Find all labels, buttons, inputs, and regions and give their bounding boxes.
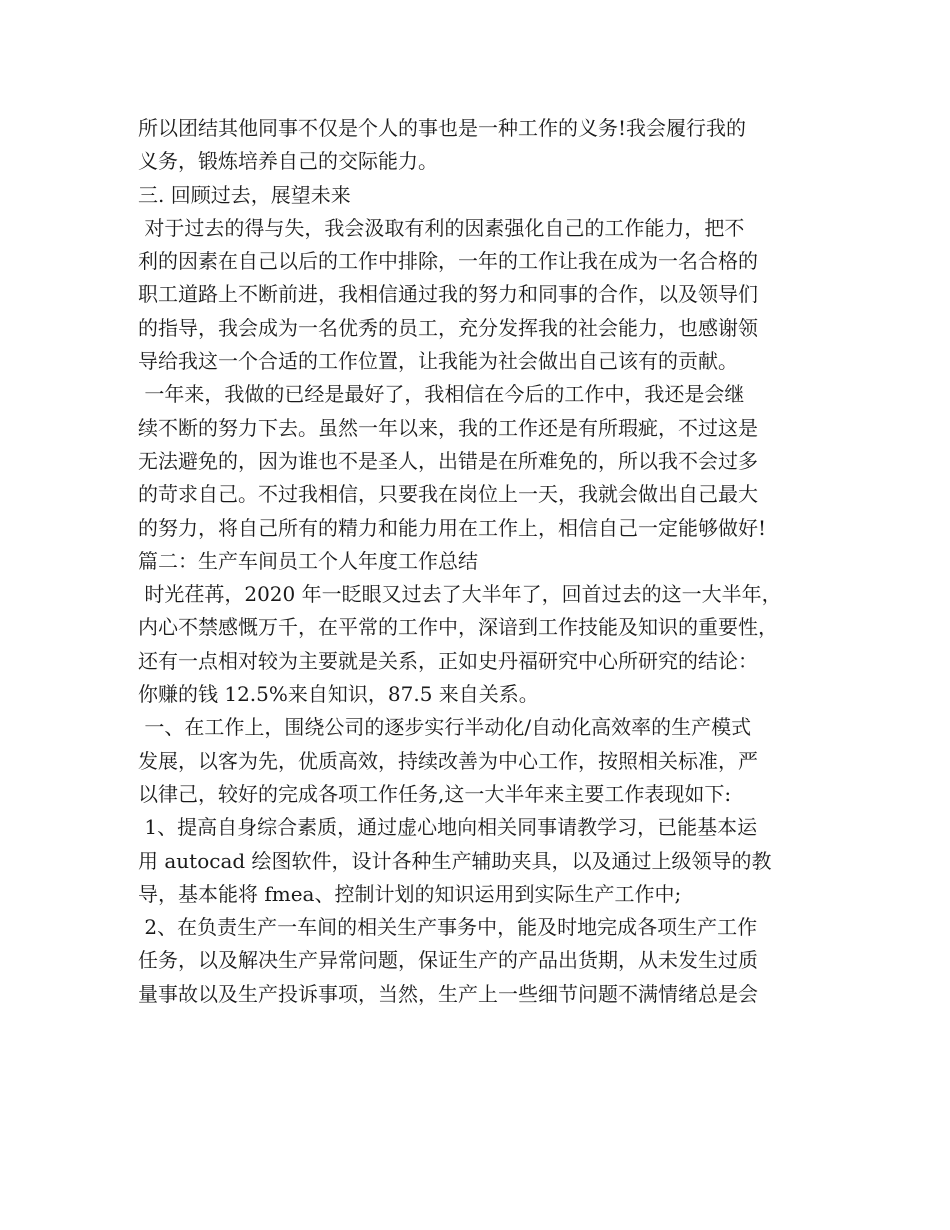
section-heading: 三. 回顾过去，展望未来 [138,182,351,207]
text-line: 所以团结其他同事不仅是个人的事也是一种工作的义务!我会履行我的 [138,116,747,140]
text-line: 利的因素在自己以后的工作中排除，一年的工作让我在成为一名合格的 [138,249,758,274]
text-line: 还有一点相对较为主要就是关系，正如史丹福研究中心所研究的结论： [138,648,758,673]
text-line: 的努力，将自己所有的精力和能力用在工作上，相信自己一定能够做好! [138,515,767,540]
text-line: 对于过去的得与失，我会汲取有利的因素强化自己的工作能力，把不 [138,215,745,240]
text-line: 时光荏苒，2020 年一眨眼又过去了大半年了，回首过去的这一大半年， [138,582,782,607]
text-line: 内心不禁感慨万千，在平常的工作中，深谙到工作技能及知识的重要性， [138,615,778,640]
text-line: 用 autocad 绘图软件，设计各种生产辅助夹具，以及通过上级领导的教 [138,848,772,873]
text-line: 一年来，我做的已经是最好了，我相信在今后的工作中，我还是会继 [138,382,745,407]
text-line: 1、提高自身综合素质，通过虚心地向相关同事请教学习，已能基本运 [138,815,758,840]
text-line: 以律己，较好的完成各项工作任务,这一大半年来主要工作表现如下: [138,781,732,806]
article-heading: 篇二：生产车间员工个人年度工作总结 [138,548,478,573]
text-line: 的苛求自己。不过我相信，只要我在岗位上一天，我就会做出自己最大 [138,482,758,507]
text-line: 职工道路上不断前进，我相信通过我的努力和同事的合作，以及领导们 [138,282,758,307]
text-line: 发展，以客为先，优质高效，持续改善为中心工作，按照相关标准，严 [138,748,758,773]
text-line: 你赚的钱 12.5%来自知识，87.5 来自关系。 [138,682,539,707]
text-line: 的指导，我会成为一名优秀的员工，充分发挥我的社会能力，也感谢领 [138,315,758,340]
text-line: 续不断的努力下去。虽然一年以来，我的工作还是有所瑕疵，不过这是 [138,415,758,440]
text-line: 无法避免的，因为谁也不是圣人，出错是在所难免的，所以我不会过多 [138,448,758,473]
text-line: 任务，以及解决生产异常问题，保证生产的产品出货期，从未发生过质 [138,948,758,973]
text-line: 导给我这一个合适的工作位置，让我能为社会做出自己该有的贡献。 [138,349,738,374]
text-line: 量事故以及生产投诉事项，当然，生产上一些细节问题不满情绪总是会 [138,981,758,1006]
text-line: 一、在工作上，围绕公司的逐步实行半动化/自动化高效率的生产模式 [138,715,752,740]
text-line: 义务，锻炼培养自己的交际能力。 [138,149,438,174]
text-line: 2、在负责生产一车间的相关生产事务中，能及时地完成各项生产工作 [138,915,758,940]
document-body [138,112,838,1011]
text-line: 导，基本能将 fmea、控制计划的知识运用到实际生产工作中; [138,881,682,906]
